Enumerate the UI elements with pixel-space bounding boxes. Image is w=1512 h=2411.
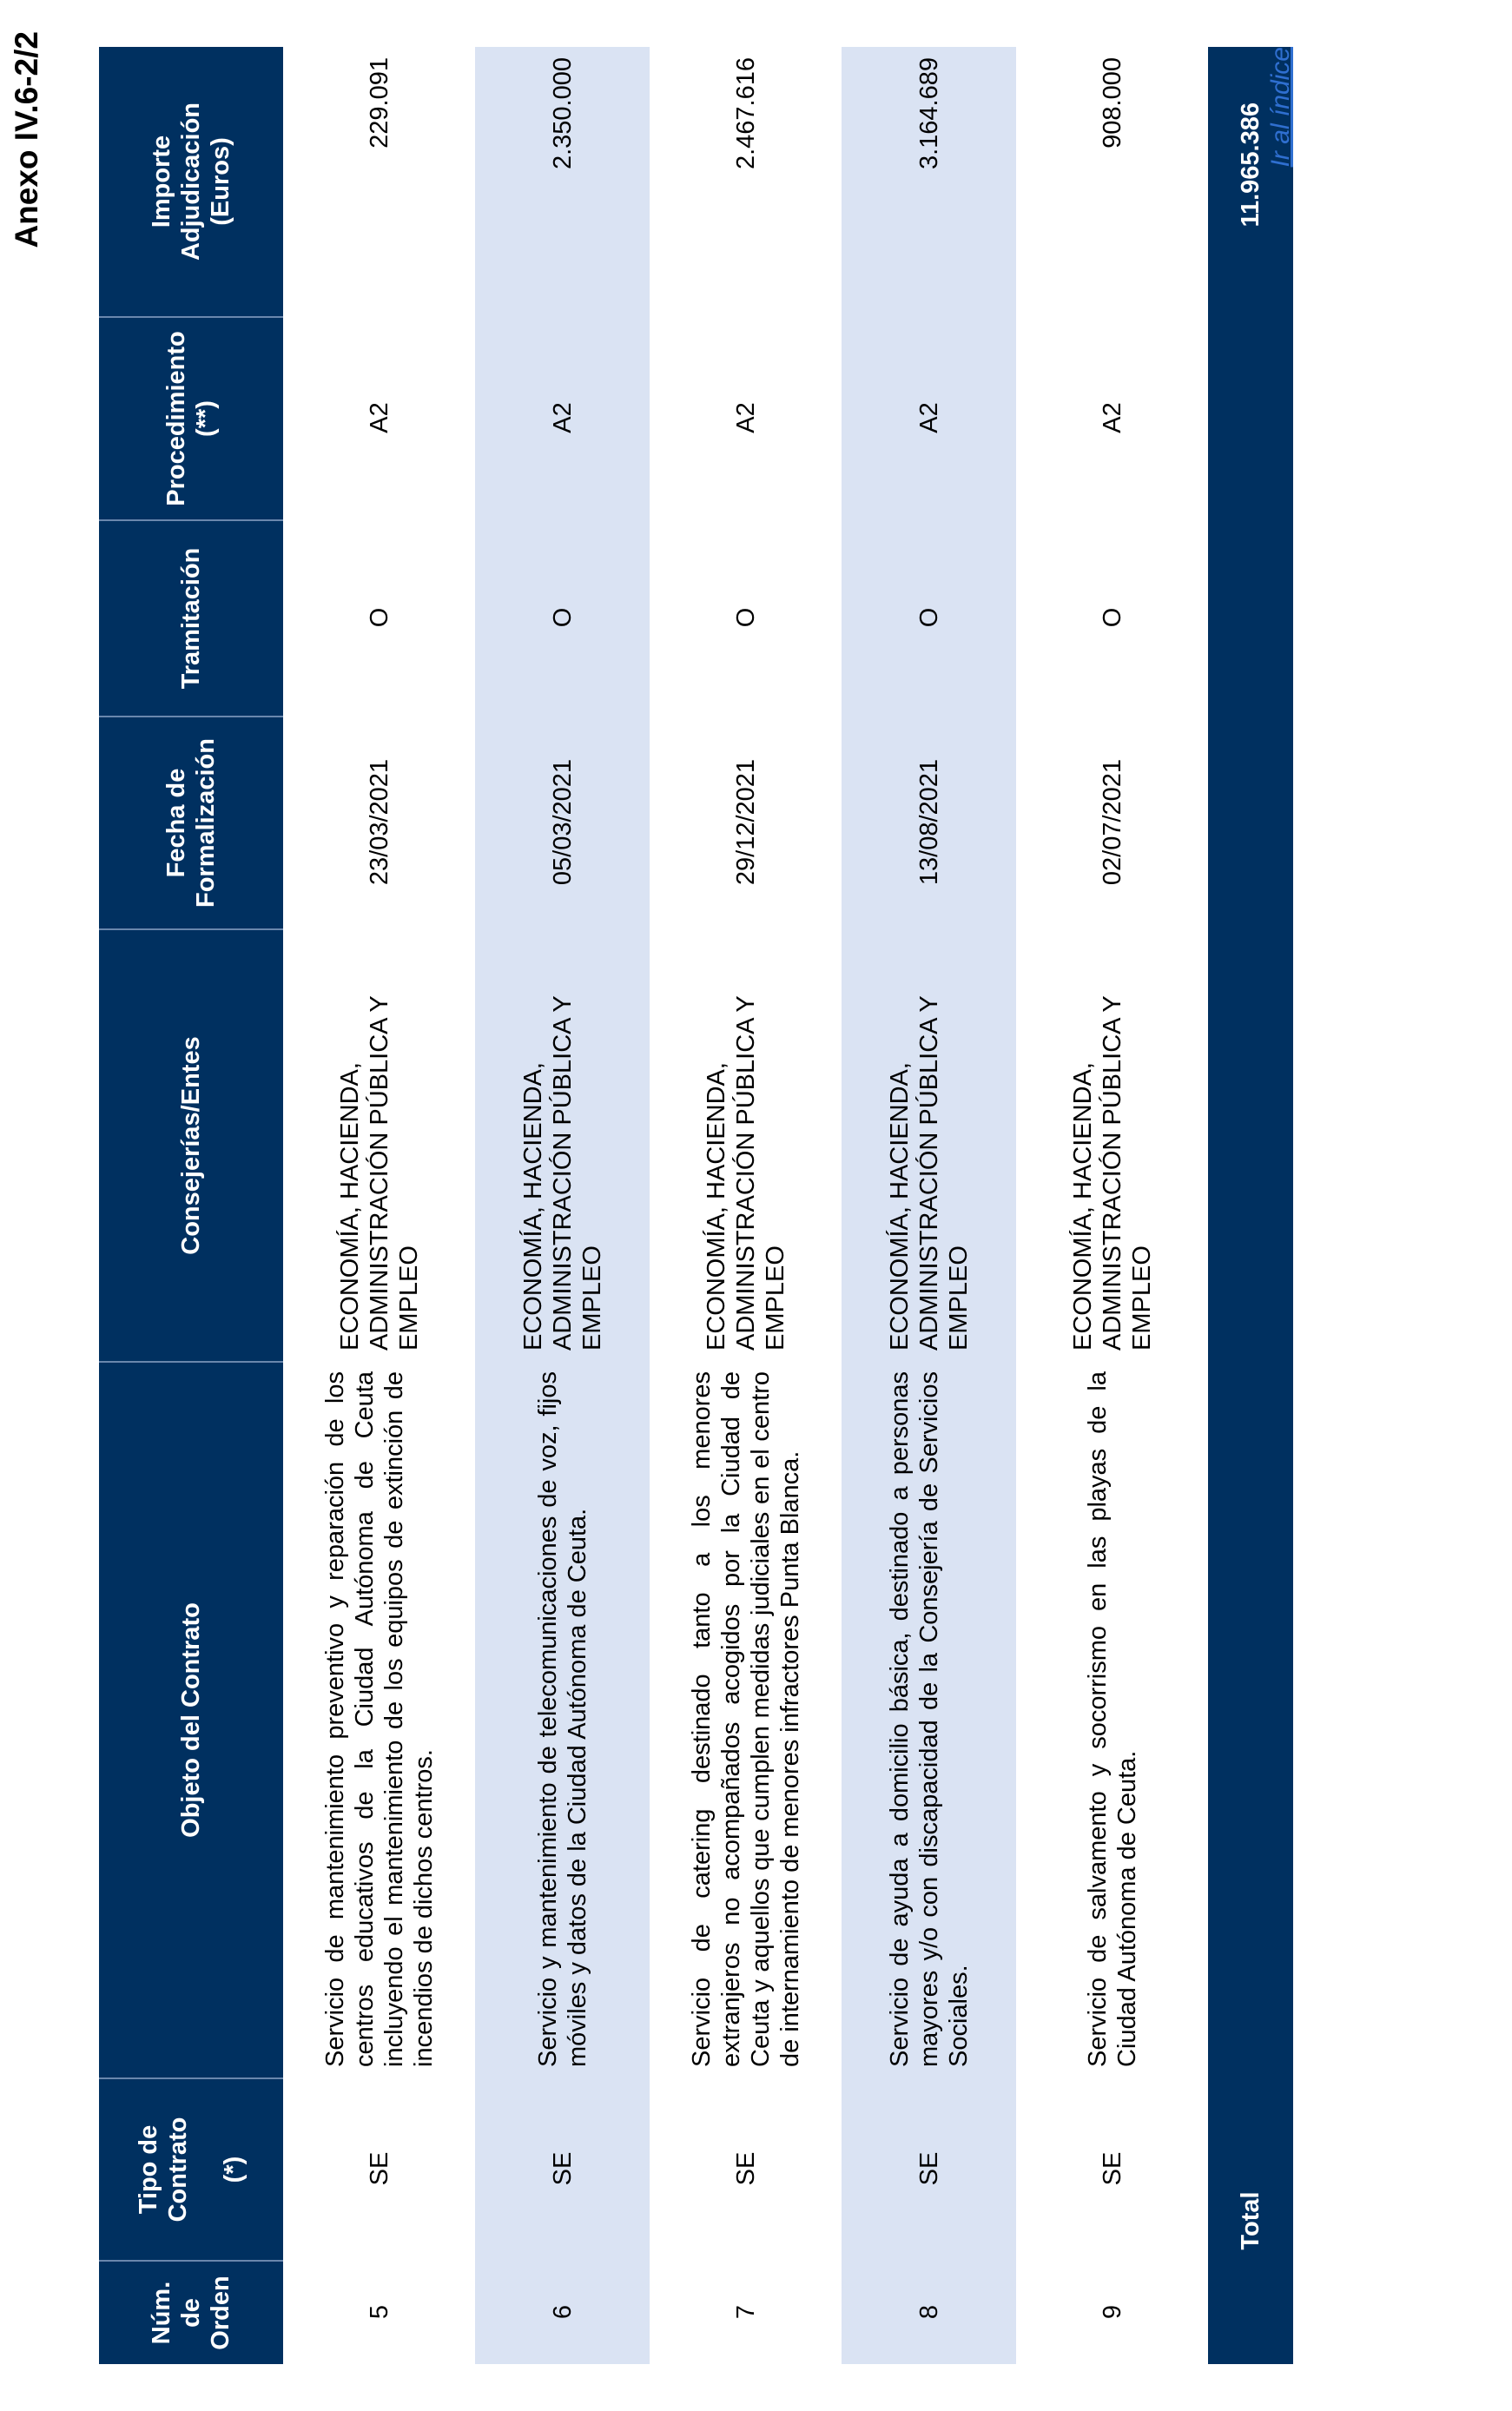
cell-procedimiento: A2 bbox=[365, 402, 393, 433]
header-objeto: Objeto del Contrato bbox=[99, 1361, 283, 2077]
cell-importe: 908.000 bbox=[1098, 57, 1126, 149]
cell-fecha: 13/08/2021 bbox=[842, 716, 1016, 928]
cell-num: 8 bbox=[842, 2260, 1016, 2364]
cell-tipo: SE bbox=[1098, 2151, 1126, 2186]
row-spacer bbox=[650, 47, 658, 2364]
cell-tipo: SE bbox=[475, 2077, 650, 2260]
cell-tramitacion: O bbox=[842, 519, 1016, 716]
header-consejerias: Consejerías/Entes bbox=[99, 928, 283, 1361]
row-spacer bbox=[1016, 47, 1025, 2364]
table-row bbox=[842, 47, 1016, 2364]
cell-tramitacion: O bbox=[365, 607, 393, 628]
header-row bbox=[99, 47, 283, 2364]
cell-objeto: Servicio de catering destinado tanto a los menores extranjeros no acompañados acogidos por la Ciudad de Ceuta y aquellos que cumplen medidas judiciales en el centro de internamiento de menores infractores Punta Blanca. bbox=[687, 1371, 804, 2067]
cell-procedimiento: A2 bbox=[842, 316, 1016, 519]
cell-num: 9 bbox=[1098, 2304, 1126, 2320]
table-row bbox=[658, 47, 833, 2364]
cell-tramitacion: O bbox=[1098, 607, 1126, 628]
cell-consejeria: ECONOMÍA, HACIENDA, ADMINISTRACIÓN PÚBLICA Y EMPLEO bbox=[842, 928, 1016, 1361]
total-label: Total bbox=[1208, 2077, 1293, 2364]
cell-fecha: 05/03/2021 bbox=[475, 716, 650, 928]
header-tramitacion: Tramitación bbox=[99, 519, 283, 716]
row-spacer bbox=[833, 47, 842, 2364]
cell-fecha: 23/03/2021 bbox=[365, 758, 393, 886]
cell-fecha: 02/07/2021 bbox=[1098, 758, 1126, 886]
header-num-orden: Núm. de Orden bbox=[99, 2260, 283, 2364]
cell-fecha: 29/12/2021 bbox=[731, 758, 760, 886]
cell-importe: 2.350.000 bbox=[475, 47, 650, 316]
cell-procedimiento: A2 bbox=[731, 402, 760, 433]
header-tipo-label: Tipo de Contrato bbox=[135, 2117, 192, 2223]
cell-consejeria: ECONOMÍA, HACIENDA, ADMINISTRACIÓN PÚBLICA Y EMPLEO bbox=[702, 995, 789, 1351]
cell-objeto: Servicio de ayuda a domicilio básica, destinado a personas mayores y/o con discapacidad de la Consejería de Servicios Sociales. bbox=[842, 1361, 1016, 2077]
total-row bbox=[1208, 47, 1293, 2364]
header-importe: Importe Adjudicación (Euros) bbox=[99, 47, 283, 316]
cell-num: 6 bbox=[475, 2260, 650, 2364]
cell-consejeria: ECONOMÍA, HACIENDA, ADMINISTRACIÓN PÚBLICA Y EMPLEO bbox=[335, 995, 423, 1351]
cell-consejeria: ECONOMÍA, HACIENDA, ADMINISTRACIÓN PÚBLICA Y EMPLEO bbox=[1068, 995, 1156, 1351]
row-spacer bbox=[1199, 47, 1208, 2364]
table-row bbox=[292, 47, 466, 2364]
cell-num: 7 bbox=[731, 2304, 760, 2320]
table-row bbox=[475, 47, 650, 2364]
cell-importe: 2.467.616 bbox=[731, 57, 760, 170]
cell-tramitacion: O bbox=[731, 607, 760, 628]
cell-tipo: SE bbox=[842, 2077, 1016, 2260]
cell-procedimiento: A2 bbox=[475, 316, 650, 519]
header-fecha: Fecha de Formalización bbox=[99, 716, 283, 928]
row-spacer bbox=[466, 47, 475, 2364]
total-amount: 11.965.386 bbox=[1208, 47, 1293, 316]
cell-importe: 229.091 bbox=[365, 57, 393, 149]
cell-tipo: SE bbox=[365, 2151, 393, 2186]
header-procedimiento: Procedimiento (**) bbox=[99, 316, 283, 519]
table-row bbox=[1025, 47, 1199, 2364]
cell-procedimiento: A2 bbox=[1098, 402, 1126, 433]
cell-tipo: SE bbox=[731, 2151, 760, 2186]
header-tipo-contrato bbox=[99, 2077, 283, 2260]
cell-importe: 3.164.689 bbox=[842, 47, 1016, 316]
cell-num: 5 bbox=[365, 2304, 393, 2320]
cell-consejeria: ECONOMÍA, HACIENDA, ADMINISTRACIÓN PÚBLICA Y EMPLEO bbox=[475, 928, 650, 1361]
cell-objeto: Servicio y mantenimiento de telecomunicaciones de voz, fijos móviles y datos de la Ciudad Autónoma de Ceuta. bbox=[475, 1361, 650, 2077]
contracts-table bbox=[99, 47, 1293, 2364]
header-tipo-note: (*) bbox=[220, 2156, 248, 2183]
cell-objeto: Servicio de salvamento y socorrismo en las playas de la Ciudad Autónoma de Ceuta. bbox=[1083, 1371, 1141, 2067]
cell-tramitacion: O bbox=[475, 519, 650, 716]
total-filler bbox=[1208, 316, 1293, 2077]
index-link[interactable]: Ir al índice bbox=[1266, 47, 1295, 168]
row-spacer bbox=[283, 47, 292, 2364]
cell-objeto: Servicio de mantenimiento preventivo y reparación de los centros educativos de la Ciudad Autónoma de Ceuta incluyendo el mantenimiento de los equipos de extinción de incendios de dichos centros. bbox=[320, 1371, 438, 2067]
page-title: Anexo IV.6-2/2 bbox=[9, 31, 44, 248]
